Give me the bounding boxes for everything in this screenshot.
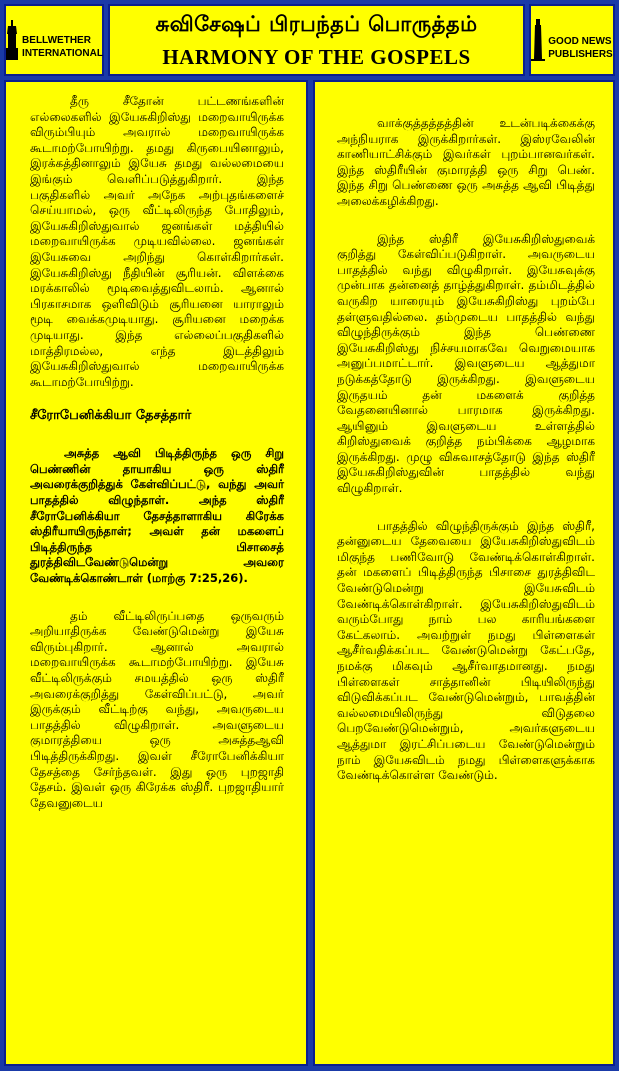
right-paragraph-2: இந்த ஸ்திரீ இயேசுகிறிஸ்துவைக் குறித்து கேள்விப்படுகிறாள். அவருடைய பாதத்தில் வந்து விழுகிறாள். இயேசுவுக்கு முன்பாக தன்னைத் தாழ்த்துகிறாள். தம்மிடத்தில் வருகிற யாரையும் இயேசுகிறிஸ்து புறம்பே தள்ளுவதில்லை. தம்முடைய பாதத்தில் வந்து விழுந்திருக்கும் இந்த பெண்ணை இயேசுகிறிஸ்து நிச்சயமாகவே வெறுமையாக அனுப்பமாட்டார். இவளுடைய ஆத்துமா நடுக்கத்தோடு இருக்கிறது. இவளுடைய இருதயம் தன் மகளைக் குறித்த வேதனையினால் பாரமாக இருக்கிறது. ஆயினும் இவளுடைய உள்ளத்தில் கிறிஸ்துவைக் குறித்த நம்பிக்கை ஆழமாக இருக்கிறது. முழு விசுவாசத்தோடு இந்த ஸ்திரீ இயேசுகிறிஸ்துவின் பாதத்தில் வந்து விழுகிறாள்.	[337, 231, 595, 496]
left-column	[4, 80, 308, 1066]
bell-tower-icon	[5, 20, 19, 60]
lighthouse-icon	[531, 19, 545, 61]
logo-right-line2: PUBLISHERS	[548, 49, 613, 60]
logo-right-line1: GOOD NEWS	[548, 36, 612, 47]
left-paragraph-2: தம் வீட்டிலிருப்பதை ஒருவரும் அறியாதிருக்க வேண்டுமென்று இயேசு விரும்புகிறார். ஆனால் அவரால் மறைவாயிருக்க கூடாமற்போயிற்று. இயேசு வீட்டிலிருக்கும் சமயத்தில் ஒரு ஸ்திரீ அவரைக்குறித்து கேள்விப்பட்டு, அவர் இருக்கும் வீட்டிற்கு வந்து, அவருடைய பாதத்தில் விழுகிறாள். அவளுடைய குமாரத்தியை ஒரு அசுத்தஆவி பிடித்திருக்கிறது. இவள் சீரோபேனிக்கியா தேசத்தை சேர்ந்தவள். இது ஒரு புறஜாதி தேசம். இவள் ஒரு கிரேக்க ஸ்திரீ. புறஜாதியார் தேவனுடைய	[30, 608, 284, 810]
right-paragraph-1: வாக்குத்தத்தத்தின் உடன்படிக்கைக்கு அந்நியராக இருக்கிறார்கள். இஸ்ரவேலின் காணியாட்சிக்கும் இவர்கள் புறம்பானவர்கள். இந்த ஸ்திரீயின் குமாரத்தி ஒரு சிறு பெண். இந்த சிறு பெண்ணை ஒரு அசுத்த ஆவி பிடித்து அலைக்கழிக்கிறது.	[337, 116, 595, 208]
left-paragraph-1: தீரு சீதோன் பட்டணங்களின் எல்லைகளில் இயேசுகிறிஸ்து மறைவாயிருக்க விரும்பியும் அவரால் மறைவாயிருக்க கூடாமற்போயிற்று. தமது கிருபையினாலும், இரக்கத்தினாலும் இயேசு தமது வல்லமையை இங்கும் வெளிப்படுத்துகிறார். இந்த பகுதிகளில் அவர் அநேக அற்புதங்களைச் செய்யாமல், ஒரு வீட்டிலிருந்த போதிலும், இயேசுகிறிஸ்துவால் ஜனங்கள் மத்தியில் மறைவாயிருக்க முடியவில்லை. ஜனங்கள் இயேசுவை அறிந்து கொள்கிறார்கள். இயேசுகிறிஸ்து நீதியின் சூரியன். விளக்கை மரக்காலில் மூடிவைத்துவிடலாம். ஆனால் பிரகாசமாக ஒளிவிடும் சூரியனை யாராலும் மூடி வைக்கமுடியாது. சூரியனை மறைக்க முடியாது. இந்த எல்லைப்பகுதிகளில் மாத்திரமல்ல, எந்த இடத்திலும் இயேசுகிறிஸ்துவால் மறைவாயிருக்க கூடாமற்போயிற்று.	[30, 94, 284, 389]
logo-left-line2: INTERNATIONAL	[22, 48, 103, 59]
good-news-logo	[529, 4, 615, 76]
page-title-english: HARMONY OF THE GOSPELS	[162, 45, 471, 69]
right-paragraph-3: பாதத்தில் விழுந்திருக்கும் இந்த ஸ்திரீ, தன்னுடைய தேவையை இயேசுகிறிஸ்துவிடம் மிகுந்த பணிவோடு வேண்டிக்கொள்கிறாள். தன் மகளைப் பிடித்திருந்த பிசாசை துரத்திவிட வேண்டுமென்று இயேசுவிடம் வேண்டிக்கொள்கிறாள். இயேசுகிறிஸ்துவிடம் வரும்போது நாம் பல காரியங்களை கேட்கலாம். அவற்றுள் நமது பிள்ளைகள் ஆசீர்வதிக்கப்பட வேண்டுமென்று கேட்பதே, நமக்கு மிகவும் ஆசீர்வாதமானது. நமது பிள்ளைகள் சாத்தானின் பிடியிலிருந்து விடுவிக்கப்பட வேண்டுமென்றும், பாவத்தின் வல்லமையிலிருந்து விடுதலை பெறவேண்டுமென்றும், அவர்களுடைய ஆத்துமா இரட்சிப்படைய வேண்டுமென்றும் நாம் இயேசுவிடம் நமது பிள்ளைகளுக்காக வேண்டிக்கொள்ள வேண்டும்.	[337, 518, 595, 783]
scripture-quote: அசுத்த ஆவி பிடித்திருந்த ஒரு சிறு பெண்ணின் தாயாகிய ஒரு ஸ்திரீ அவரைக்குறித்துக் கேள்விப்பட்டு, வந்து அவர் பாதத்தில் விழுந்தாள். அந்த ஸ்திரீ சீரோபேனிக்கியா தேசத்தாளாகிய கிரேக்க ஸ்திரீயாயிருந்தாள்; அவள் தன் மகளைப் பிடித்திருந்த பிசாசைத் துரத்திவிடவேண்டுமென்று அவரை வேண்டிக்கொண்டாள் (மாற்கு 7:25,26).	[30, 446, 284, 586]
title-banner	[108, 4, 525, 76]
bellwether-logo	[4, 4, 104, 76]
logo-left-line1: BELLWETHER	[22, 35, 91, 46]
page-title-tamil: சுவிசேஷப் பிரபந்தப் பொருத்தம்	[155, 12, 478, 36]
right-column	[313, 80, 615, 1066]
page-header	[4, 4, 615, 76]
section-heading: சீரோபேனிக்கியா தேசத்தார்	[30, 408, 192, 424]
